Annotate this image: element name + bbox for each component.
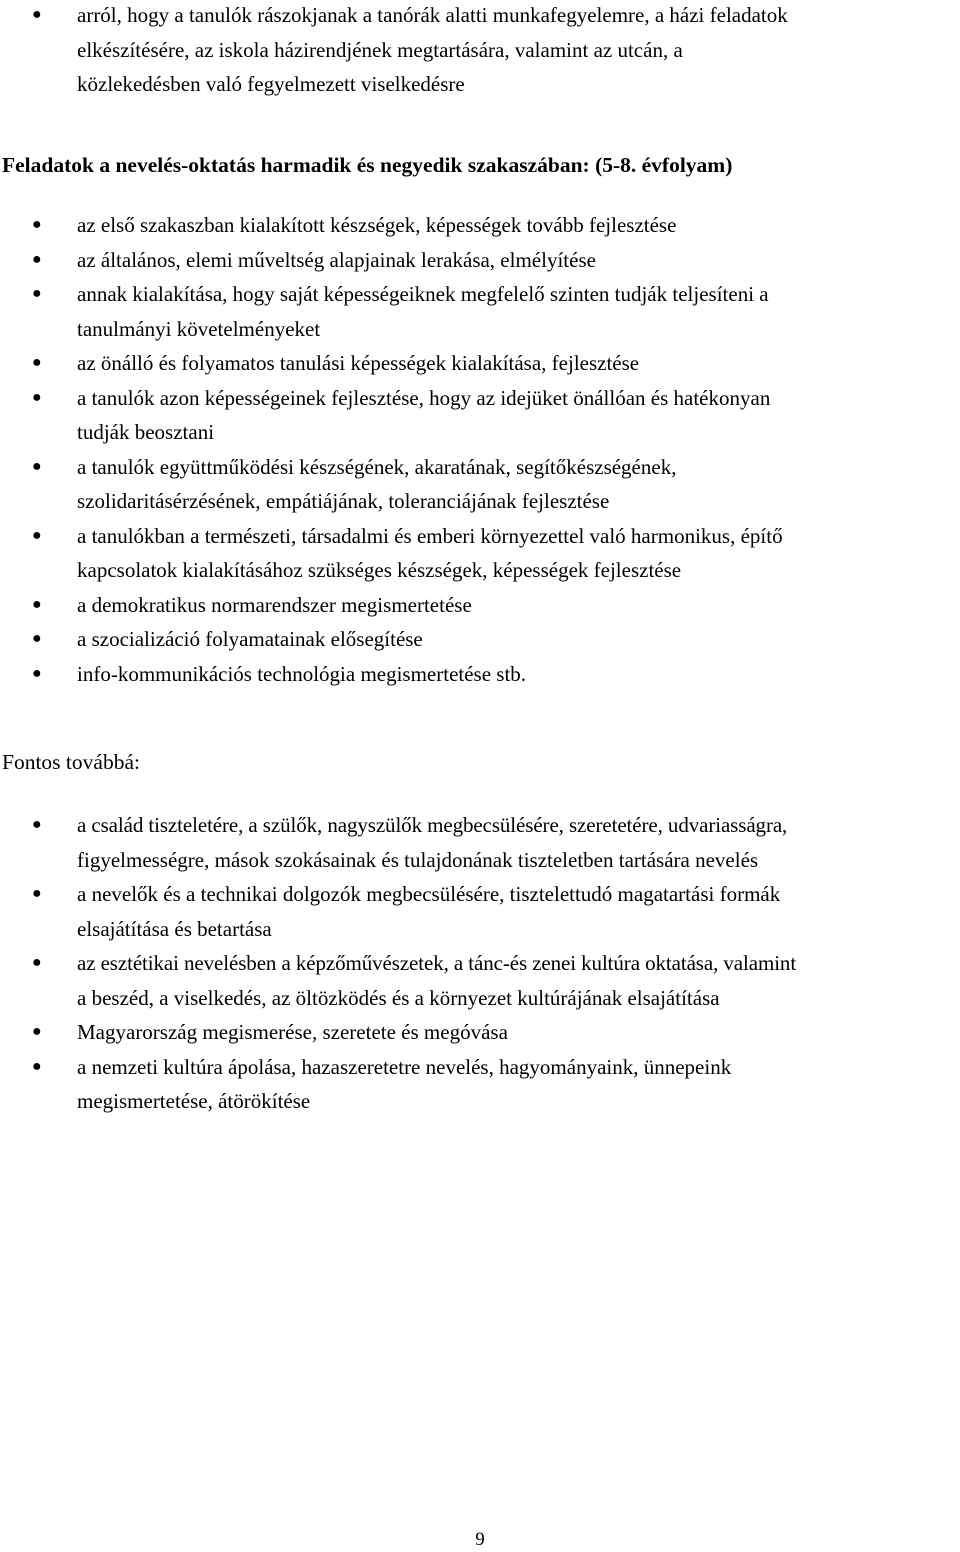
list-item-line: elsajátítása és betartása [77,916,272,941]
list-item-line: arról, hogy a tanulók rászokjanak a tanórák alatti munkafegyelemre, a házi feladatok [77,3,788,27]
list-item-line: a nemzeti kultúra ápolása, hazaszeretetre nevelés, hagyományaink, ünnepeink [77,1054,732,1079]
list-item-line: a tanulók azon képességeinek fejlesztése, hogy az idejüket önállóan és hatékonyan [77,385,771,410]
bullet-dot-icon: ● [32,1057,42,1075]
bullet-dot-icon: ● [32,6,42,23]
list-item [0,946,960,1015]
list-item [0,519,960,588]
list-item [0,243,960,278]
section-heading-tasks: Feladatok a nevelés-oktatás harmadik és negyedik szakaszában: (5-8. évfolyam) [2,153,733,177]
bullet-dot-icon: ● [32,954,42,971]
list-item-line: elkészítésére, az iskola házirendjének megtartására, valamint az utcán, a [77,37,683,62]
list-item-line: figyelmességre, mások szokásainak és tulajdonának tiszteletben tartására nevelés [77,847,759,872]
bullet-dot-icon: ● [32,885,42,902]
list-item [0,346,960,381]
bullet-list-b [0,208,960,691]
list-item-line: a család tiszteletére, a szülők, nagyszülők megbecsülésére, szeretetére, udvariasságra, [77,813,788,837]
list-item [0,0,960,102]
list-item-line: annak kialakítása, hogy saját képességeiknek megfelelő szinten tudják teljesíteni a [77,282,769,306]
list-item-line: szolidaritásérzésének, empátiájának, toleranciájának fejlesztése [77,489,610,513]
page-number: 9 [475,1529,485,1550]
list-item-line: a szocializáció folyamatainak elősegítése [77,627,423,651]
bullet-dot-icon: ● [32,216,42,233]
bullet-dot-icon: ● [32,1023,42,1040]
list-item-line: a beszéd, a viselkedés, az öltözködés és a környezet kultúrájának elsajátítása [77,985,720,1010]
list-item [0,808,960,877]
list-item-line: az első szakaszban kialakított készségek, képességek tovább fejlesztése [77,213,677,237]
list-item-line: megismertetése, átörökítése [77,1089,311,1113]
list-item [0,1050,960,1119]
list-item [0,657,960,692]
bullet-dot-icon: ● [32,664,42,682]
list-item [0,588,960,623]
list-item [0,1015,960,1050]
bullet-dot-icon: ● [32,285,42,302]
bullet-dot-icon: ● [32,250,42,268]
list-item-line: Magyarország megismerése, szeretete és megóvása [77,1020,508,1044]
list-item-line: a demokratikus normarendszer megismertetése [77,592,472,617]
list-item-line: az esztétikai nevelésben a képzőművészetek, a tánc-és zenei kultúra oktatása, valamint [77,951,797,975]
bullet-dot-icon: ● [32,526,42,544]
list-item [0,450,960,519]
list-item-line: a tanulók együttműködési készségének, akaratának, segítőkészségének, [77,454,677,479]
bullet-dot-icon: ● [32,595,42,613]
bullet-dot-icon: ● [32,457,42,475]
bullet-dot-icon: ● [32,354,42,371]
list-item-line: tanulmányi követelményeket [77,316,321,341]
list-item-line: közlekedésben való fegyelmezett viselkedésre [77,72,465,96]
list-item-line: a nevelők és a technikai dolgozók megbecsülésére, tisztelettudó magatartási formák [77,882,781,906]
list-item-line: tudják beosztani [77,420,215,444]
list-item [0,877,960,946]
bullet-dot-icon: ● [32,816,42,833]
list-item-line: az önálló és folyamatos tanulási képességek kialakítása, fejlesztése [77,351,640,375]
list-item-line: info-kommunikációs technológia megismertetése stb. [77,661,527,686]
list-item-line: az általános, elemi műveltség alapjainak lerakása, elmélyítése [77,247,596,272]
bullet-dot-icon: ● [32,630,42,647]
list-item [0,622,960,657]
list-item [0,208,960,243]
section-heading-also-important: Fontos továbbá: [2,750,140,774]
list-item [0,381,960,450]
bullet-list-c [0,808,960,1119]
list-item [0,277,960,346]
bullet-dot-icon: ● [32,388,42,406]
bullet-list-a [0,0,960,102]
list-item-line: kapcsolatok kialakításához szükséges készségek, képességek fejlesztése [77,558,682,582]
list-item-line: a tanulókban a természeti, társadalmi és emberi környezettel való harmonikus, építő [77,523,783,548]
